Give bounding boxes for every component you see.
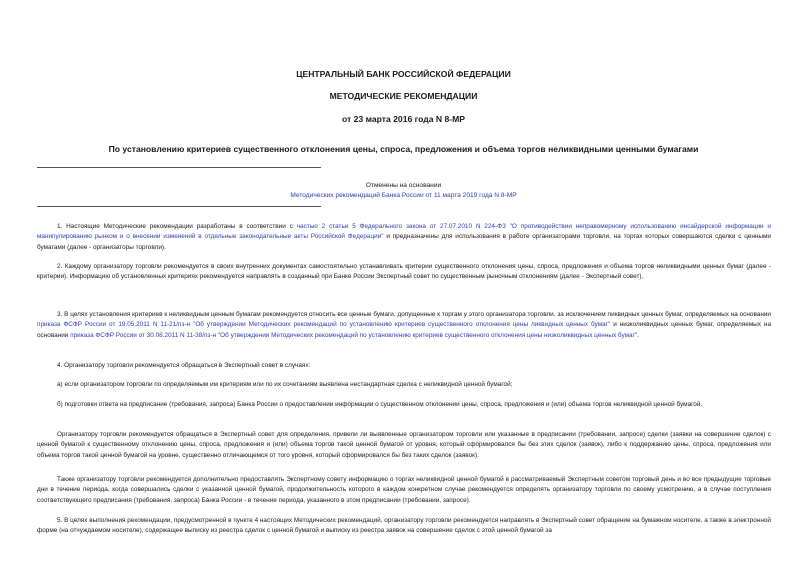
paragraph-4-note: Организатору торговли рекомендуется обращаться в Экспертный совет для определения, привели ли выявленные организатором торговли или указанные в предписании (требовании, запросе) сделки (заявки на совершение сделок) с ценной бумагой к существенному отклонению цены, спроса, предложения и (или) объема торгов такой ценной бумагой от уровня, который сформировался бы без этих сделок (заявок), либо к поддержанию цены, спроса, предложения или объема торгов такой ценной бумагой на уровне, существенно отличающемся от того уровня, который сформировался бы без таких сделок (заявок). [37,431,771,459]
cancellation-label: Отменены на основании [365,182,442,189]
law-224-fz-link[interactable]: частью 2 статьи 5 Федерального закона от 27.07.2010 N 224-ФЗ "О противодействии неправомерному использованию инсайдерской информации и манипулированию рынком и о внесении изменений в отдельные законодательные акты Российской Федерации" [37,223,772,241]
paragraph-4b: б) подготовки ответа на предписание (требования, запроса) Банка России о предоставлении информации о существенном отклонении цены, спроса, предложения и (или) объема торгов неликвидной ценной бумагой. [57,401,703,408]
divider-top [37,167,321,168]
order-11-38-link[interactable]: приказа ФСФР России от 30.08.2011 N 11-38/пз-н "Об утверждении Методических рекомендаций по установлению критериев существенного отклонения цены низколиквидных ценных бумаг" [70,331,638,339]
divider-bottom [37,206,321,207]
paragraph-5: 5. В целях выполнения рекомендации, предусмотренной в пункте 4 настоящих Методических рекомендаций, организатору торговли рекомендуется направлять в Экспертный совет обращение на бумажном носителе, а также в электронной форме (на отчуждаемом носителе), содержащее выписку из реестра сделок с ценной бумагой и выписку из реестра заявок на совершение сделок с этой ценной бумагой за [37,517,771,535]
document-subject: По установлению критериев существенного отклонения цены, спроса, предложения и объема торгов неликвидными ценными бумагами [108,144,699,154]
organization-title: ЦЕНТРАЛЬНЫЙ БАНК РОССИЙСКОЙ ФЕДЕРАЦИИ [296,69,511,79]
paragraph-3: 3. В целях установления критериев к неликвидным ценным бумагам рекомендуется относить все ценные бумаги, допущенные к торгам у этого организатора торговли, за исключением ликвидных ценных бумаг, определяемых на основании приказа ФСФР России от 19.05.2011 N 11-21/пз-н "Об утверждении Методических рекомендаций по установлению критериев существенного отклонения цены ликвидных ценных бумаг" и низколиквидных ценных бумаг, определяемых на основании приказа ФСФР России от 30.08.2011 N 11-38/пз-н "Об утверждении Методических рекомендаций по установлению критериев существенного отклонения цены низколиквидных ценных бумаг". [37,311,771,339]
order-11-21-link[interactable]: приказа ФСФР России от 19.05.2011 N 11-21/пз-н "Об утверждении Методических рекомендаций по установлению критериев существенного отклонения цены ликвидных ценных бумаг" [37,321,611,329]
paragraph-4: 4. Организатору торговли рекомендуется обращаться в Экспертный совет в случаях: [57,362,311,369]
paragraph-2: 2. Каждому организатору торговли рекомендуется в своих внутренних документах самостоятельно устанавливать критерии существенного отклонения цены, спроса, предложения и объема торгов неликвидными ценных бумаг (далее - критерии). Информацию об установленных критериях рекомендуется направлять в созданный при Банке России Экспертный совет по существенным рыночным отклонениям (далее - Экспертный совет). [37,263,771,281]
document-type: МЕТОДИЧЕСКИЕ РЕКОМЕНДАЦИИ [329,91,478,101]
paragraph-1: 1. Настоящие Методические рекомендации разработаны в соответствии с частью 2 статьи 5 Федерального закона от 27.07.2010 N 224-ФЗ "О противодействии неправомерному использованию инсайдерской информации и манипулированию рынком и о внесении изменений в отдельные законодательные акты Российской Федерации" и предназначены для использования в работе организаторами торговли, на торгах которых совершаются сделки с ценными бумагами (далее - организаторы торговли). [37,223,772,251]
paragraph-4a: а) если организатором торговли по определяемым им критериям или по их сочетаниям выявлена нестандартная сделка с неликвидной ценной бумагой; [57,381,513,388]
cancellation-link[interactable]: Методических рекомендаций Банка России от 11 марта 2019 года N 8-МР [290,192,517,199]
document-date-number: от 23 марта 2016 года N 8-МР [342,114,465,124]
paragraph-4-additional: Также организатору торговли рекомендуется дополнительно предоставлять Экспертному совету информацию о торгах неликвидной ценной бумагой в рассматриваемый Экспертным советом торговый день и во все предыдущие торговые дни в течение периода, когда совершались сделки с указанной ценной бумагой, продолжительность которого в каждом конкретном случае рекомендуется определять организатору торговли по своему усмотрению, а в случае поступления соответствующего предписания (требования, запроса) Банка России - в течение периода, указанного в этом предписании (требовании, запросе). [37,476,771,504]
